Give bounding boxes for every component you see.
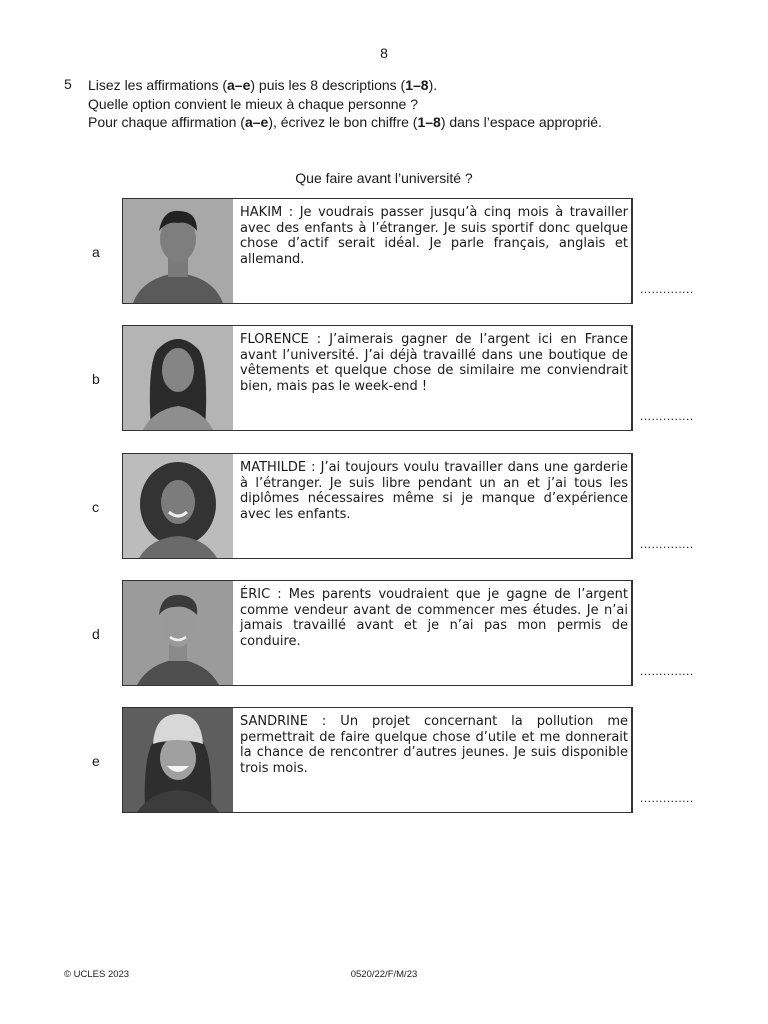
footer-paper-code: 0520/22/F/M/23 [350,969,418,980]
item-frame [122,198,633,304]
item-c [0,453,768,559]
item-e [0,707,768,813]
item-frame [122,580,633,686]
question-number: 5 [64,76,72,92]
item-description: FLORENCE : J’aimerais gagner de l’argent ici en France avant l’université. J’ai déjà travaillé dans une boutique de vêtements et quelque chose de similaire me conviendrait bien, mais pas le week-end ! [240,332,628,395]
item-letter: e [92,753,100,769]
item-a [0,198,768,304]
instruction-line-2: Quelle option convient le mieux à chaque personne ? [88,95,418,112]
person-photo-florence [123,326,233,430]
section-heading: Que faire avant l’université ? [295,170,473,186]
instructions [88,76,602,132]
item-b [0,325,768,431]
person-photo-mathilde [123,454,233,558]
item-description: HAKIM : Je voudrais passer jusqu’à cinq mois à travailler avec des enfants à l’étranger. Je suis sportif donc quelque chose d’actif serait idéal. Je parle français, anglais et allemand. [240,205,628,268]
item-letter: c [92,499,99,515]
footer-copyright: © UCLES 2023 [64,969,130,980]
item-frame [122,453,633,559]
person-photo-hakim [123,199,233,303]
item-d [0,580,768,686]
item-description: MATHILDE : J’ai toujours voulu travailler dans une garderie à l’étranger. Je suis libre pendant un an et j’ai tous les diplômes nécessaires même si je manque d’expérience avec les enfants. [240,460,628,523]
instruction-line-3: Pour chaque affirmation (a–e), écrivez le bon chiffre (1–8) dans l’espace approprié. [88,114,602,130]
page-number: 8 [380,45,388,61]
person-photo-eric [123,581,233,685]
item-frame [122,707,633,813]
item-description: ÉRIC : Mes parents voudraient que je gagne de l’argent comme vendeur avant de commencer mes études. Je n’ai jamais travaillé avant et je n’ai pas mon permis de conduire. [240,587,628,650]
item-description: SANDRINE : Un projet concernant la pollution me permettrait de faire quelque chose d’utile et me donnerait la chance de rencontrer d’autres jeunes. Je suis disponible trois mois. [240,714,628,777]
answer-blank[interactable]: .............. [640,537,694,551]
answer-blank[interactable]: .............. [640,791,694,805]
item-frame [122,325,633,431]
item-letter: b [92,371,100,387]
answer-blank[interactable]: .............. [640,409,694,423]
answer-blank[interactable]: .............. [640,664,694,678]
item-letter: a [92,244,100,260]
person-photo-sandrine [123,708,233,812]
answer-blank[interactable]: .............. [640,282,694,296]
instruction-line-1: Lisez les affirmations (a–e) puis les 8 descriptions (1–8). [88,77,438,93]
item-letter: d [92,626,100,642]
